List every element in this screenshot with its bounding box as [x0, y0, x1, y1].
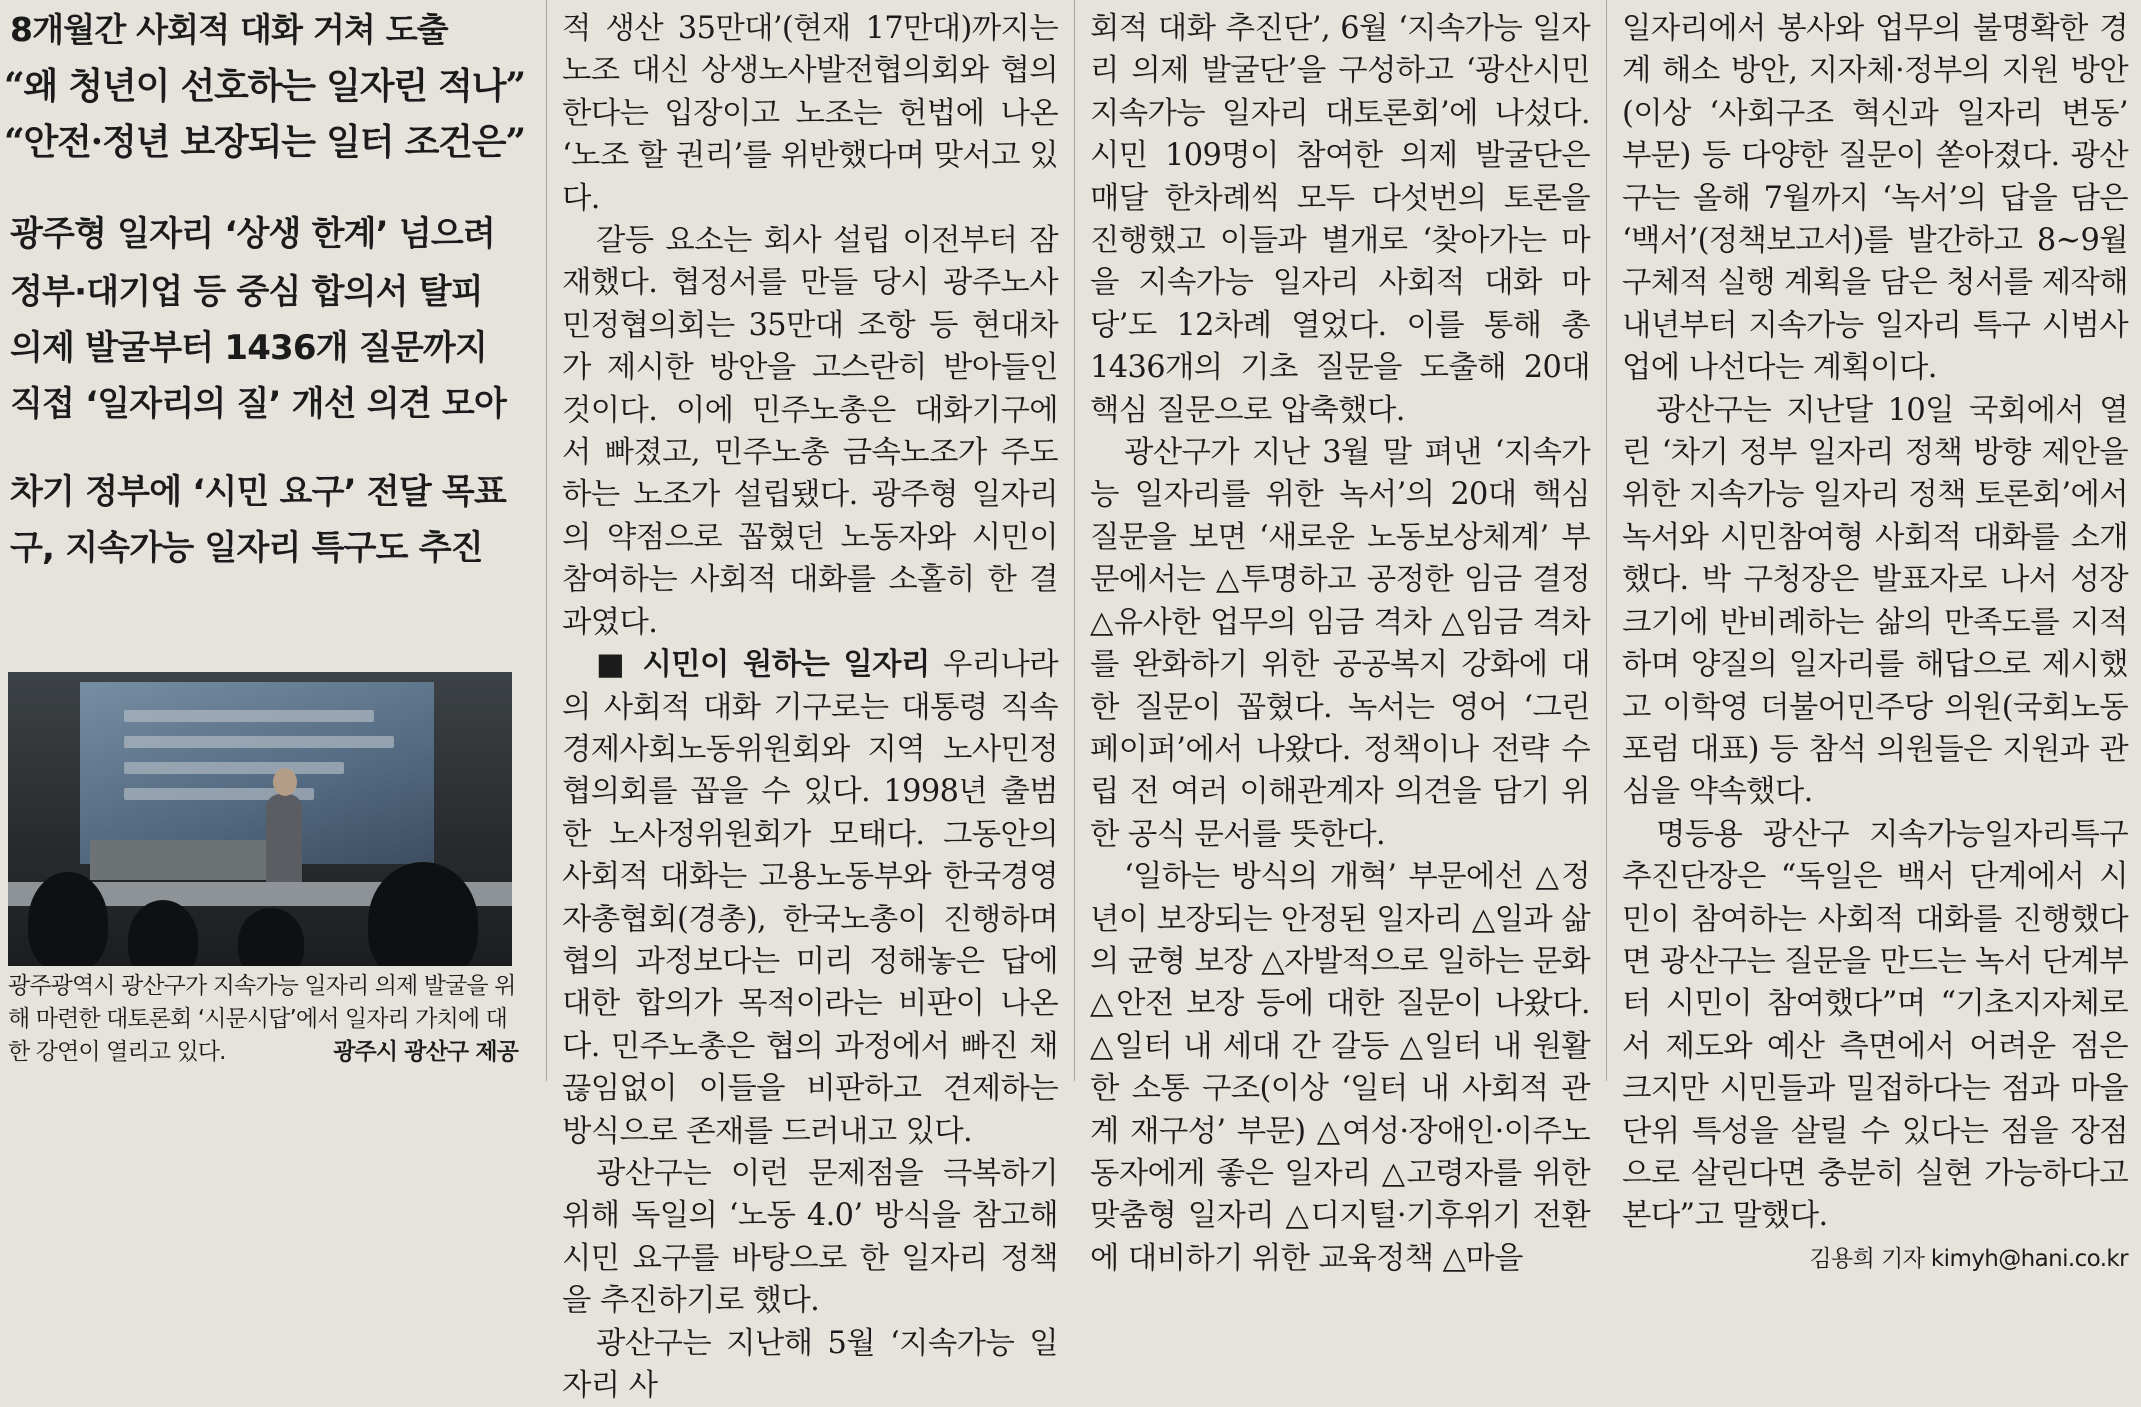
article-column-3	[1622, 8, 2128, 1280]
paragraph: 일자리에서 봉사와 업무의 불명확한 경계 해소 방안, 지자체·정부의 지원 방안(이상 ‘사회구조 혁신과 일자리 변동’ 부문) 등 다양한 질문이 쏟아졌다. 광산구는 올해 7월까지 ‘녹서’의 답을 담은 ‘백서’(정책보고서)를 발간하고 8~9월 구체적 실행 계획을 담은 청서를 제작해 내년부터 지속가능 일자리 특구 시범사업에 나선다는 계획이다.	[1622, 11, 2128, 386]
headline-quote-2: “안전·정년 보장되는 일터 조건은”	[4, 121, 525, 163]
paragraph: 광산구는 이런 문제점을 극복하기 위해 독일의 ‘노동 4.0’ 방식을 참고해 시민 요구를 바탕으로 한 일자리 정책을 추진하기로 했다.	[562, 1155, 1058, 1319]
headline-sidebar	[0, 0, 540, 1081]
podium	[90, 840, 280, 880]
audience-head	[128, 900, 198, 966]
photo-credit: 광주시 광산구 제공	[333, 1039, 518, 1065]
headline-quote-1: “왜 청년이 선호하는 일자린 적나”	[4, 65, 525, 107]
speaker-figure	[266, 794, 302, 894]
article-column-2	[1090, 8, 1590, 1280]
dek-line-6: 구, 지속가능 일자리 특구도 추진	[10, 528, 483, 568]
subheading: ■ 시민이 원하는 일자리	[596, 647, 930, 683]
photo-caption	[8, 970, 518, 1069]
paragraph: 광산구가 지난 3월 말 펴낸 ‘지속가능 일자리를 위한 녹서’의 20대 핵심 질문을 보면 ‘새로운 노동보상체계’ 부문에서는 △투명하고 공정한 임금 결정 △유사한 업무의 임금 격차 △임금 격차를 완화하기 위한 공공복지 강화에 대한 질문이 꼽혔다. 녹서는 영어 ‘그린 페이퍼’에서 나왔다. 정책이나 전략 수립 전 여러 이해관계자 의견을 담기 위한 공식 문서를 뜻한다.	[1090, 435, 1590, 852]
event-photo	[8, 672, 512, 966]
paragraph: 갈등 요소는 회사 설립 이전부터 잠재했다. 협정서를 만들 당시 광주노사민정협의회는 35만대 조항 등 현대차가 제시한 방안을 고스란히 받아들인 것이다. 이에 민주노총은 대화기구에서 빠졌고, 민주노총 금속노조가 주도하는 노조가 설립됐다. 광주형 일자리의 약점으로 꼽혔던 노동자와 시민이 참여하는 사회적 대화를 소홀히 한 결과였다.	[562, 223, 1058, 640]
paragraph: 우리나라의 사회적 대화 기구로는 대통령 직속 경제사회노동위원회와 지역 노사민정협의회를 꼽을 수 있다. 1998년 출범한 노사정위원회가 모태다. 그동안의 사회적 대화는 고용노동부와 한국경영자총협회(경총), 한국노총이 진행하며 협의 과정보다는 미리 정해놓은 답에 대한 합의가 목적이라는 비판이 나온다. 민주노총은 협의 과정에서 빠진 채 끊임없이 이들을 비판하고 견제하는 방식으로 존재를 드러내고 있다.	[562, 647, 1059, 1149]
dek-line-3: 의제 발굴부터 1436개 질문까지	[10, 328, 488, 368]
caption-text: 광주광역시 광산구가 지속가능 일자리 의제 발굴을 위해 마련한 대토론회 ‘시문시답’에서 일자리 가치에 대한 강연이 열리고 있다.	[8, 973, 516, 1065]
dek-line-5: 차기 정부에 ‘시민 요구’ 전달 목표	[10, 472, 506, 512]
dek-line-2: 정부·대기업 등 중심 합의서 탈피	[10, 272, 483, 312]
article-column-1	[562, 8, 1058, 1407]
column-rule	[1606, 0, 1607, 1081]
paragraph: 명등용 광산구 지속가능일자리특구추진단장은 “독일은 백서 단계에서 시민이 참여하는 사회적 대화를 진행했다면 광산구는 질문을 만드는 녹서 단계부터 시민이 참여했다”며 “기초지자체로서 제도와 예산 측면에서 어려운 점은 크지만 시민들과 밀접하다는 점과 마을 단위 특성을 살릴 수 있다는 점을 장점으로 살린다면 충분히 실현 가능하다고 본다”고 말했다.	[1622, 816, 2128, 1234]
paragraph: 적 생산 35만대’(현재 17만대)까지는 노조 대신 상생노사발전협의회와 협의한다는 입장이고 노조는 헌법에 나온 ‘노조 할 권리’를 위반했다며 맞서고 있다.	[562, 11, 1058, 216]
column-rule	[546, 0, 547, 1081]
audience-head	[368, 862, 478, 966]
audience-head	[28, 872, 108, 966]
dek-line-1: 광주형 일자리 ‘상생 한계’ 넘으려	[10, 214, 495, 254]
dek-line-4: 직접 ‘일자리의 질’ 개선 의견 모아	[10, 384, 506, 424]
paragraph: ‘일하는 방식의 개혁’ 부문에선 △정년이 보장되는 안정된 일자리 △일과 삶의 균형 보장 △자발적으로 일하는 문화 △안전 보장 등에 대한 질문이 나왔다. △일터 내 세대 간 갈등 △일터 내 원활한 소통 구조(이상 ‘일터 내 사회적 관계 재구성’ 부문) △여성·장애인·이주노동자에게 좋은 일자리 △고령자를 위한 맞춤형 일자리 △디지털·기후위기 전환에 대비하기 위한 교육정책 △마을	[1090, 859, 1590, 1276]
byline: 김용희 기자 kimyh@hani.co.kr	[1809, 1245, 2128, 1272]
paragraph: 회적 대화 추진단’, 6월 ‘지속가능 일자리 의제 발굴단’을 구성하고 ‘광산시민 지속가능 일자리 대토론회’에 나섰다. 시민 109명이 참여한 의제 발굴단은 매달 한차례씩 모두 다섯번의 토론을 진행했고 이들과 별개로 ‘찾아가는 마을 지속가능 일자리 사회적 대화 마당’도 12차례 열었다. 이를 통해 총 1436개의 기초 질문을 도출해 20대 핵심 질문으로 압축했다.	[1090, 11, 1590, 428]
projection-screen	[80, 682, 434, 864]
paragraph: 광산구는 지난달 10일 국회에서 열린 ‘차기 정부 일자리 정책 방향 제안을 위한 지속가능 일자리 정책 토론회’에서 녹서와 시민참여형 사회적 대화를 소개했다. 박 구청장은 발표자로 나서 성장 크기에 반비례하는 삶의 만족도를 지적하며 양질의 일자리를 해답으로 제시했고 이학영 더불어민주당 의원(국회노동포럼 대표) 등 참석 의원들은 지원과 관심을 약속했다.	[1622, 392, 2128, 810]
kicker-headline: 8개월간 사회적 대화 거쳐 도출	[10, 10, 448, 49]
audience-head	[238, 908, 304, 966]
column-rule	[1074, 0, 1075, 1081]
paragraph: 광산구는 지난해 5월 ‘지속가능 일자리 사	[562, 1325, 1058, 1403]
